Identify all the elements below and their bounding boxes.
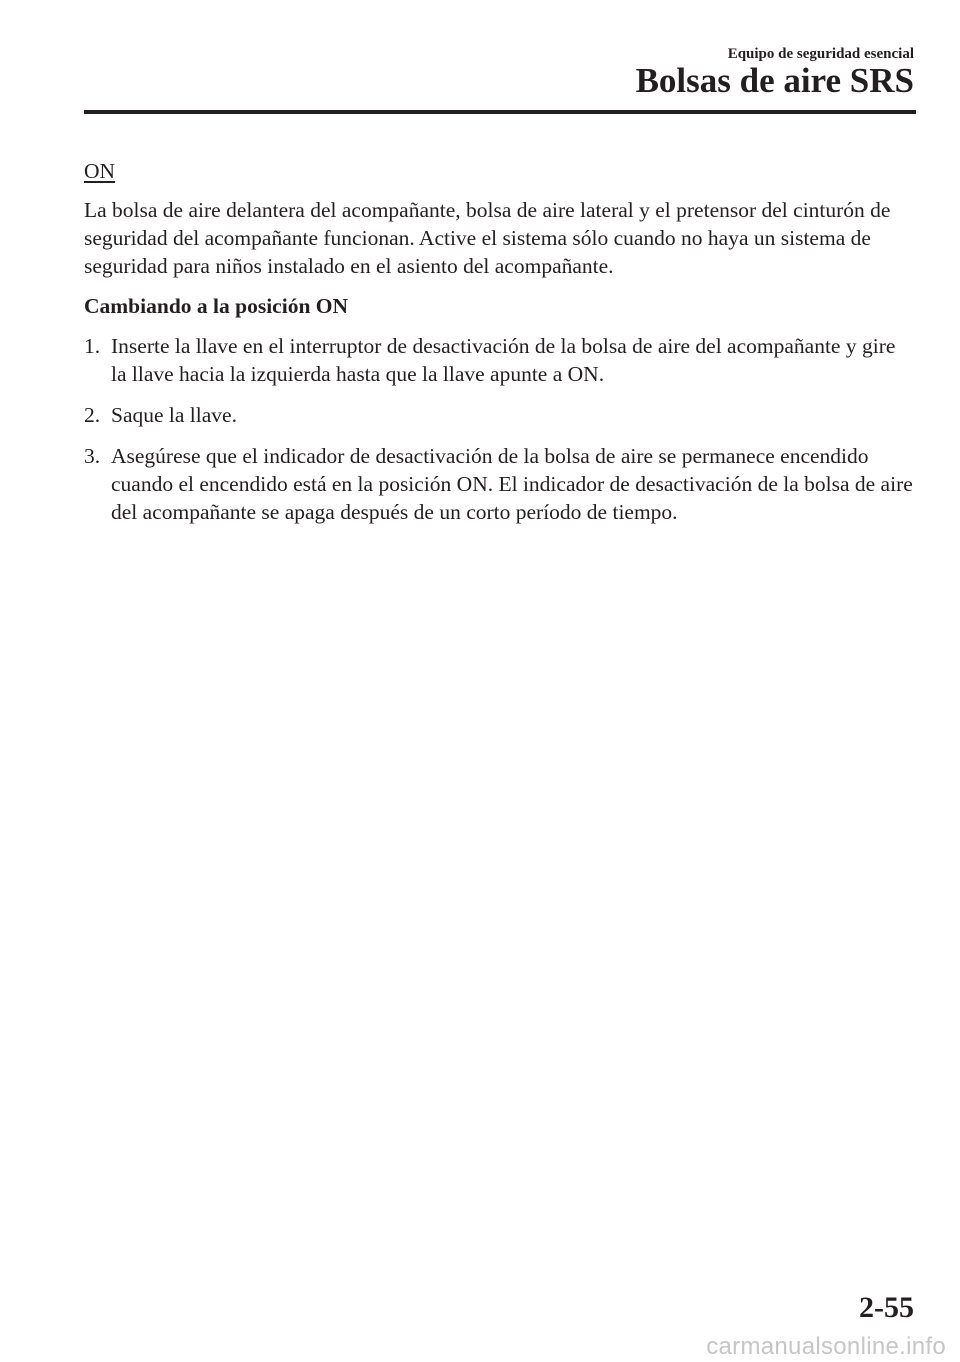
- subheading-on: ON: [84, 159, 116, 183]
- section-title: Equipo de seguridad esencial: [727, 46, 914, 62]
- step-text: Saque la llave.: [111, 403, 237, 427]
- step-text: Asegúrese que el indicador de desactivación de la bolsa de aire se permanece encendido cuando el encendido está en la posición ON. El indicador de desactivación de la bolsa de aire del acompañante se apaga después de un corto período de tiempo.: [111, 444, 913, 524]
- page-number: 2-55: [859, 1291, 914, 1324]
- main-content: [84, 156, 916, 539]
- procedure-heading: Cambiando a la posición ON: [84, 294, 349, 318]
- watermark: carmanualsonline.info: [706, 1333, 946, 1360]
- step-text: Inserte la llave en el interruptor de desactivación de la bolsa de aire del acompañante y gire la llave hacia la izquierda hasta que la llave apunte a ON.: [111, 334, 896, 386]
- procedure-steps: [84, 332, 916, 526]
- header-divider: [84, 110, 916, 114]
- step-number: 3.: [84, 444, 101, 468]
- step-item: [84, 332, 916, 388]
- step-number: 2.: [84, 403, 101, 427]
- description-paragraph: La bolsa de aire delantera del acompañante, bolsa de aire lateral y el pretensor del cinturón de seguridad del acompañante funcionan. Active el sistema sólo cuando no haya un sistema de seguridad para niños instalado en el asiento del acompañante.: [84, 198, 891, 278]
- step-item: [84, 401, 916, 429]
- chapter-title: Bolsas de aire SRS: [635, 61, 914, 100]
- step-number: 1.: [84, 334, 101, 358]
- step-item: [84, 442, 916, 526]
